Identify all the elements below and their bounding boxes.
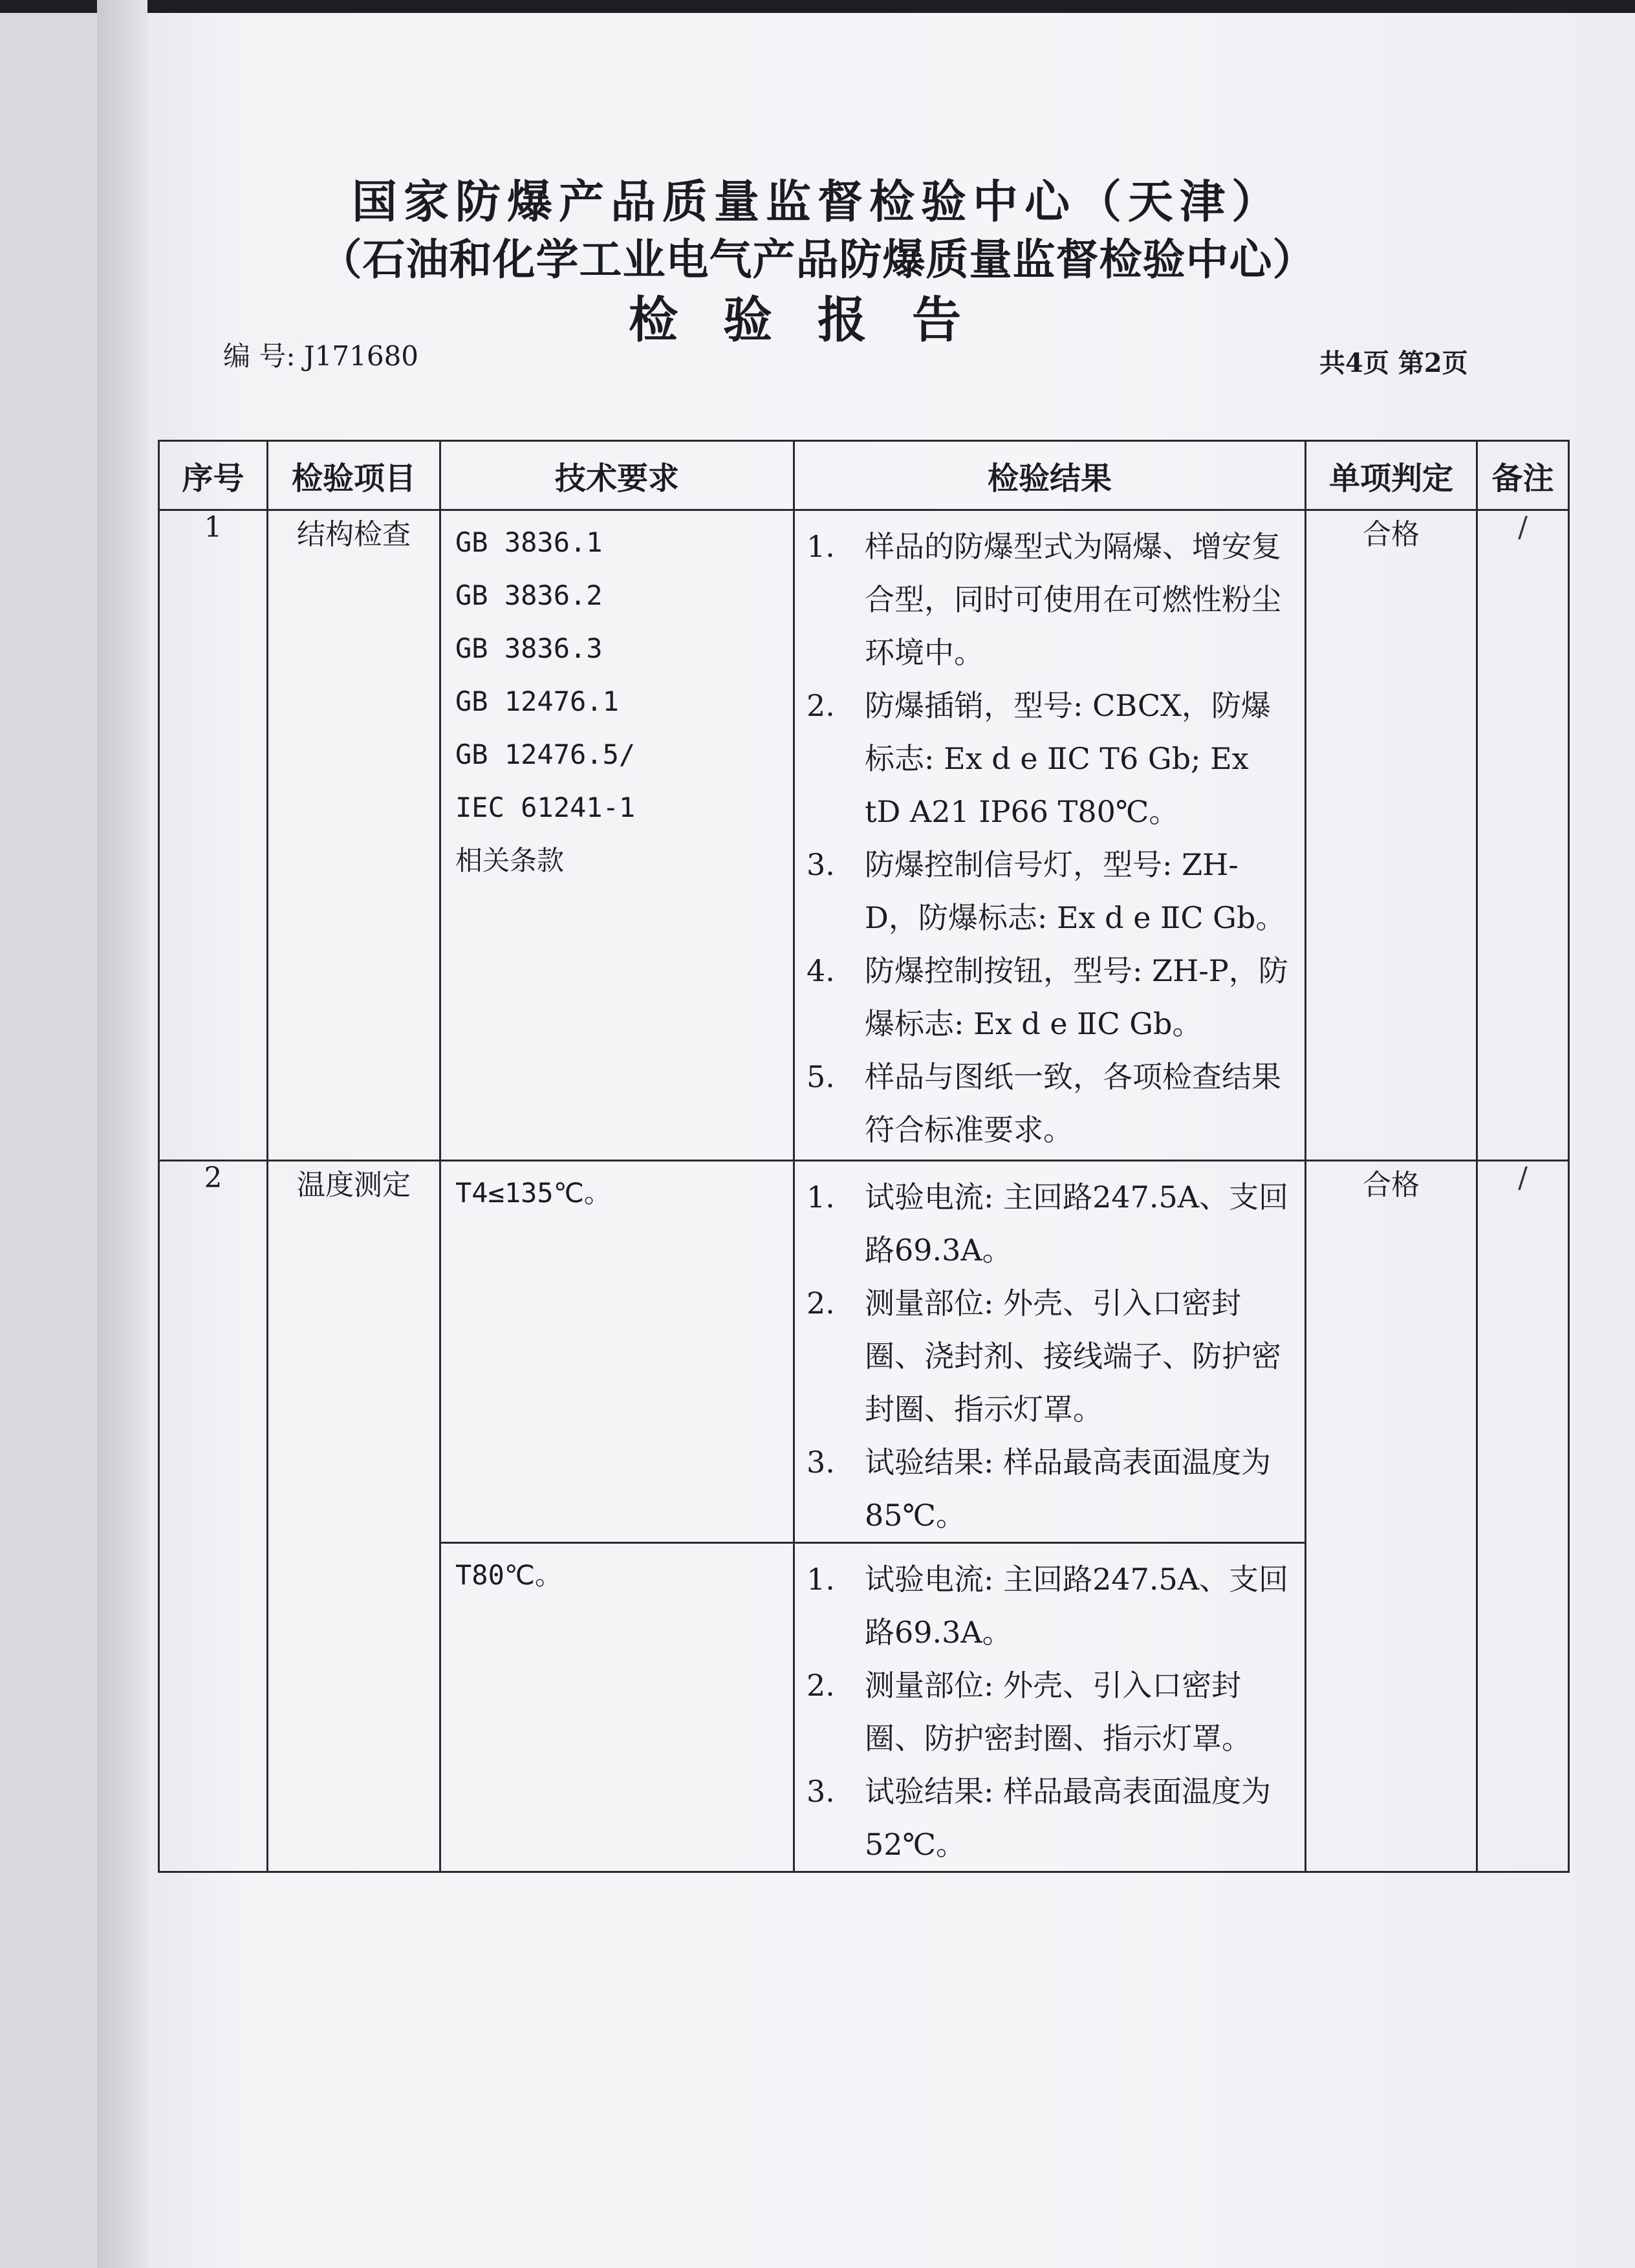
row-no: 2 xyxy=(159,1161,268,1872)
requirement-line: IEC 61241-1 xyxy=(455,792,636,823)
requirement-line: T4≤135℃。 xyxy=(455,1177,611,1209)
row-results xyxy=(794,510,1306,1161)
result-item: 1. 试验电流: 主回路247.5A、支回路69.3A。 xyxy=(807,1562,1289,1650)
result-item: 3. 试验结果: 样品最高表面温度为52℃。 xyxy=(807,1774,1272,1862)
row-item: 结构检查 xyxy=(268,510,440,1161)
report-title-line2: （石油和化学工业电气产品防爆质量监督检验中心） xyxy=(319,234,1316,285)
result-item: 3. 防爆控制信号灯，型号: ZH-D，防爆标志: Ex d e ⅡC Gb。 xyxy=(807,847,1286,935)
result-item: 4. 防爆控制按钮，型号: ZH-P，防爆标志: Ex d e ⅡC Gb。 xyxy=(807,953,1288,1041)
header-judgement: 单项判定 xyxy=(1306,441,1477,510)
header-no: 序号 xyxy=(159,441,268,510)
row-requirements xyxy=(440,1543,794,1872)
result-item: 5. 样品与图纸一致，各项检查结果符合标准要求。 xyxy=(807,1059,1281,1147)
table-header-row xyxy=(159,441,1569,510)
table-row xyxy=(159,1161,1569,1543)
row-requirements xyxy=(440,510,794,1161)
header-result: 检验结果 xyxy=(794,441,1306,510)
result-item: 2. 测量部位: 外壳、引入口密封圈、浇封剂、接线端子、防护密封圈、指示灯罩。 xyxy=(807,1286,1281,1427)
row-judgement: 合格 xyxy=(1306,510,1477,1161)
requirement-line: T80℃。 xyxy=(455,1559,563,1591)
table-row xyxy=(159,510,1569,1161)
doc-number: 编 号: J171680 xyxy=(223,340,419,372)
row-results xyxy=(794,1543,1306,1872)
header-item: 检验项目 xyxy=(268,441,440,510)
row-requirements xyxy=(440,1161,794,1543)
header-requirement: 技术要求 xyxy=(440,441,794,510)
row-remark: / xyxy=(1477,1161,1569,1872)
report-title-line3: 检验报告 xyxy=(629,291,1006,349)
requirement-line: GB 12476.1 xyxy=(455,686,619,717)
result-item: 2. 测量部位: 外壳、引入口密封圈、防护密封圈、指示灯罩。 xyxy=(807,1668,1251,1756)
row-judgement: 合格 xyxy=(1306,1161,1477,1872)
requirement-line: 相关条款 xyxy=(455,845,565,876)
result-item: 3. 试验结果: 样品最高表面温度为85℃。 xyxy=(807,1445,1272,1533)
result-item: 1. 试验电流: 主回路247.5A、支回路69.3A。 xyxy=(807,1180,1289,1268)
page-info: 共4页 第2页 xyxy=(1319,348,1468,378)
row-remark: / xyxy=(1477,510,1569,1161)
requirement-line: GB 3836.3 xyxy=(455,632,603,664)
result-item: 1. 样品的防爆型式为隔爆、增安复合型，同时可使用在可燃性粉尘环境中。 xyxy=(807,529,1281,670)
header-remark: 备注 xyxy=(1477,441,1569,510)
row-no: 1 xyxy=(159,510,268,1161)
requirement-line: GB 3836.2 xyxy=(455,579,603,611)
scan-top-edge xyxy=(0,0,1635,13)
inspection-table xyxy=(158,440,1570,1873)
row-item: 温度测定 xyxy=(268,1161,440,1872)
result-item: 2. 防爆插销，型号: CBCX，防爆标志: Ex d e ⅡC T6 Gb; Ex tD A21 IP66 T80℃。 xyxy=(807,688,1271,829)
requirement-line: GB 3836.1 xyxy=(455,526,603,558)
row-results xyxy=(794,1161,1306,1543)
report-title-line1: 国家防爆产品质量监督检验中心（天津） xyxy=(352,175,1283,228)
requirement-line: GB 12476.5/ xyxy=(455,739,636,770)
